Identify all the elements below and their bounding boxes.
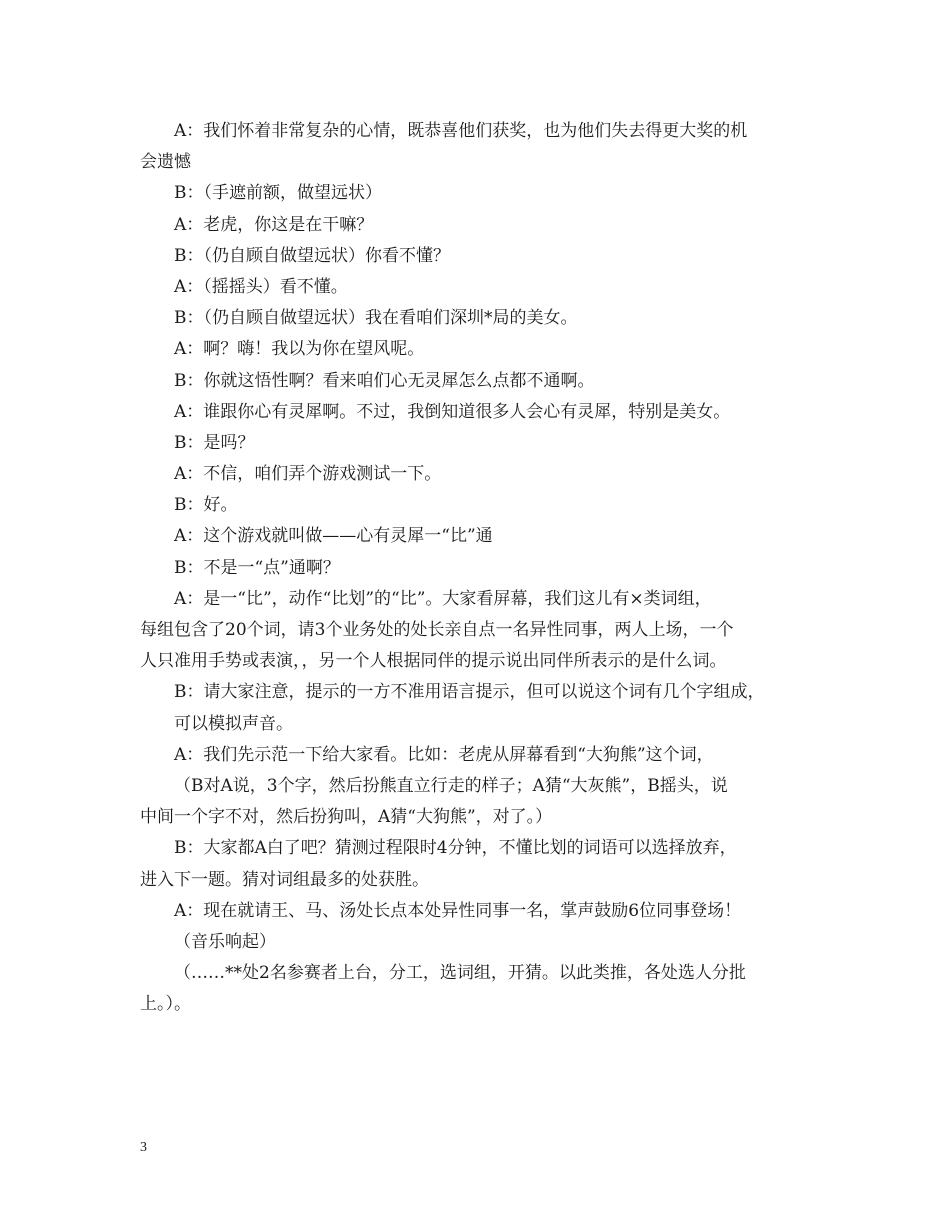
dialogue-line: A：是一“比”，动作“比划”的“比”。大家看屏幕，我们这儿有×类词组， xyxy=(174,588,712,609)
dialogue-line: B：（仍自顾自做望远状）你看不懂？ xyxy=(174,245,450,266)
dialogue-line: B：（手遮前额，做望远状） xyxy=(174,183,382,204)
dialogue-line: B：（仍自顾自做望远状）我在看咱们深圳*局的美女。 xyxy=(174,308,578,329)
dialogue-line: 可以模拟声音。 xyxy=(174,713,293,734)
dialogue-line: B：你就这悟性啊？看来咱们心无灵犀怎么点都不通啊。 xyxy=(174,370,595,391)
dialogue-line: B：是吗？ xyxy=(174,432,255,453)
stage-direction: 上。）。 xyxy=(140,994,191,1015)
dialogue-line: （B对A说，3个字，然后扮熊直立行走的样子；A猜“大灰熊”，B摇头，说 xyxy=(174,775,728,796)
dialogue-line: A：（摇摇头）看不懂。 xyxy=(174,276,348,297)
dialogue-line: 进入下一题。猜对词组最多的处获胜。 xyxy=(140,869,429,890)
document-body xyxy=(140,116,812,1020)
dialogue-line: 会遗憾 xyxy=(140,152,191,173)
dialogue-line: B：请大家注意，提示的一方不准用语言提示，但可以说这个词有几个字组成， xyxy=(174,682,765,703)
dialogue-line: A：不信，咱们弄个游戏测试一下。 xyxy=(174,464,442,485)
stage-direction: （……**处2名参赛者上台，分工，选词组，开猜。以此类推，各处选人分批 xyxy=(174,963,746,984)
dialogue-line: A：这个游戏就叫做——心有灵犀一“比”通 xyxy=(174,526,493,547)
dialogue-line: 每组包含了20个词，请3个业务处的处长亲自点一名异性同事，两人上场，一个 xyxy=(140,620,734,640)
dialogue-line: B：大家都A白了吧？猜测过程限时4分钟，不懂比划的词语可以选择放弃， xyxy=(174,838,737,859)
dialogue-line: A：我们怀着非常复杂的心情，既恭喜他们获奖，也为他们失去得更大奖的机 xyxy=(174,121,748,141)
dialogue-line: A：老虎，你这是在干嘛？ xyxy=(174,214,374,235)
dialogue-line: A：啊？嗨！我以为你在望风呢。 xyxy=(174,339,425,360)
dialogue-line: B：好。 xyxy=(174,495,238,516)
dialogue-line: A：现在就请王、马、汤处长点本处异性同事一名，掌声鼓励6位同事登场！ xyxy=(174,900,742,921)
dialogue-line: B：不是一“点”通啊？ xyxy=(174,557,340,578)
dialogue-line: 中间一个字不对，然后扮狗叫，A猜“大狗熊”，对了。） xyxy=(140,807,553,828)
dialogue-line: 人只准用手势或表演，，另一个人根据同伴的提示说出同伴所表示的是什么词。 xyxy=(140,651,727,672)
dialogue-line: A：谁跟你心有灵犀啊。不过，我倒知道很多人会心有灵犀，特别是美女。 xyxy=(174,401,731,422)
dialogue-line: A：我们先示范一下给大家看。比如：老虎从屏幕看到“大狗熊”这个词， xyxy=(174,744,714,765)
stage-direction: （音乐响起） xyxy=(174,931,276,952)
page-number: 3 xyxy=(140,1140,147,1155)
